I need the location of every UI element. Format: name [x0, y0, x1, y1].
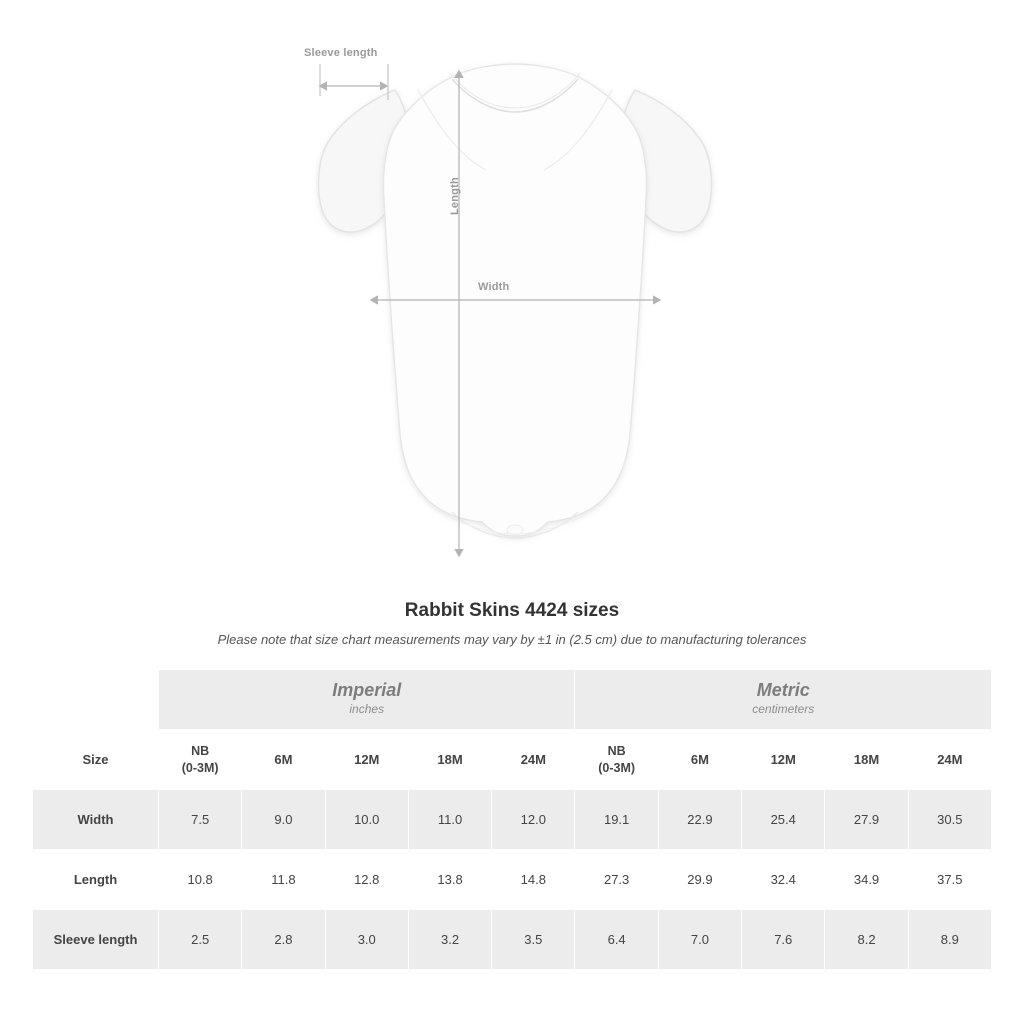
header-col-nb-imperial	[159, 730, 242, 790]
bodysuit-svg	[300, 60, 730, 560]
cell-sleeve-12m-cm: 7.6	[742, 910, 825, 970]
cell-length-nb-cm: 27.3	[575, 850, 658, 910]
cell-width-12m-in: 10.0	[325, 790, 408, 850]
cell-length-18m-in: 13.8	[408, 850, 491, 910]
header-col-6m-imperial: 6M	[242, 730, 325, 790]
header-col-nb-imperial-label: NB	[191, 743, 210, 758]
size-header-row	[33, 730, 992, 790]
header-col-nb-metric-label: NB	[607, 743, 626, 758]
unit-group-imperial	[159, 670, 575, 730]
cell-sleeve-24m-cm: 8.9	[908, 910, 991, 970]
corner-cell	[33, 670, 159, 730]
title-block	[0, 600, 1024, 647]
size-chart-table-wrapper	[32, 669, 992, 970]
row-label-width: Width	[33, 790, 159, 850]
cell-length-6m-cm: 29.9	[658, 850, 741, 910]
header-col-24m-imperial: 24M	[492, 730, 575, 790]
cell-length-6m-in: 11.8	[242, 850, 325, 910]
cell-width-12m-cm: 25.4	[742, 790, 825, 850]
cell-length-18m-cm: 34.9	[825, 850, 908, 910]
page-title: Rabbit Skins 4424 sizes	[404, 600, 620, 621]
header-col-nb-metric	[575, 730, 658, 790]
bodysuit-graphic	[300, 60, 730, 560]
cell-sleeve-6m-cm: 7.0	[658, 910, 741, 970]
table-row	[33, 910, 992, 970]
width-label: Width	[478, 281, 510, 293]
unit-group-metric-sub: centimeters	[752, 702, 815, 717]
cell-width-24m-in: 12.0	[492, 790, 575, 850]
cell-length-24m-in: 14.8	[492, 850, 575, 910]
cell-width-18m-cm: 27.9	[825, 790, 908, 850]
unit-header-row	[33, 670, 992, 730]
header-col-6m-metric: 6M	[658, 730, 741, 790]
header-col-nb-metric-sub: (0-3M)	[598, 760, 636, 775]
cell-sleeve-nb-in: 2.5	[159, 910, 242, 970]
cell-length-24m-cm: 37.5	[908, 850, 991, 910]
header-col-nb-imperial-sub: (0-3M)	[181, 760, 219, 775]
cell-length-12m-cm: 32.4	[742, 850, 825, 910]
table-row	[33, 850, 992, 910]
row-label-sleeve-length: Sleeve length	[33, 910, 159, 970]
size-chart-table	[32, 669, 992, 970]
header-col-12m-imperial: 12M	[325, 730, 408, 790]
header-col-12m-metric: 12M	[742, 730, 825, 790]
header-col-18m-imperial: 18M	[408, 730, 491, 790]
cell-sleeve-24m-in: 3.5	[492, 910, 575, 970]
table-row	[33, 790, 992, 850]
unit-group-metric-name: Metric	[756, 679, 810, 700]
unit-group-imperial-sub: inches	[349, 702, 385, 717]
cell-sleeve-6m-in: 2.8	[242, 910, 325, 970]
cell-width-24m-cm: 30.5	[908, 790, 991, 850]
unit-group-imperial-name: Imperial	[332, 679, 402, 700]
header-size-label: Size	[33, 730, 159, 790]
cell-width-6m-in: 9.0	[242, 790, 325, 850]
cell-width-6m-cm: 22.9	[658, 790, 741, 850]
length-label: Length	[449, 177, 461, 215]
unit-group-metric	[575, 670, 992, 730]
cell-sleeve-18m-cm: 8.2	[825, 910, 908, 970]
tolerance-note: Please note that size chart measurements may vary by ±1 in (2.5 cm) due to manufacturing tolerances	[217, 632, 807, 647]
sleeve-length-label: Sleeve length	[304, 47, 378, 59]
cell-sleeve-12m-in: 3.0	[325, 910, 408, 970]
row-label-length: Length	[33, 850, 159, 910]
cell-width-18m-in: 11.0	[408, 790, 491, 850]
cell-length-12m-in: 12.8	[325, 850, 408, 910]
header-col-24m-metric: 24M	[908, 730, 991, 790]
cell-width-nb-in: 7.5	[159, 790, 242, 850]
header-col-18m-metric: 18M	[825, 730, 908, 790]
cell-sleeve-nb-cm: 6.4	[575, 910, 658, 970]
cell-length-nb-in: 10.8	[159, 850, 242, 910]
cell-sleeve-18m-in: 3.2	[408, 910, 491, 970]
cell-width-nb-cm: 19.1	[575, 790, 658, 850]
